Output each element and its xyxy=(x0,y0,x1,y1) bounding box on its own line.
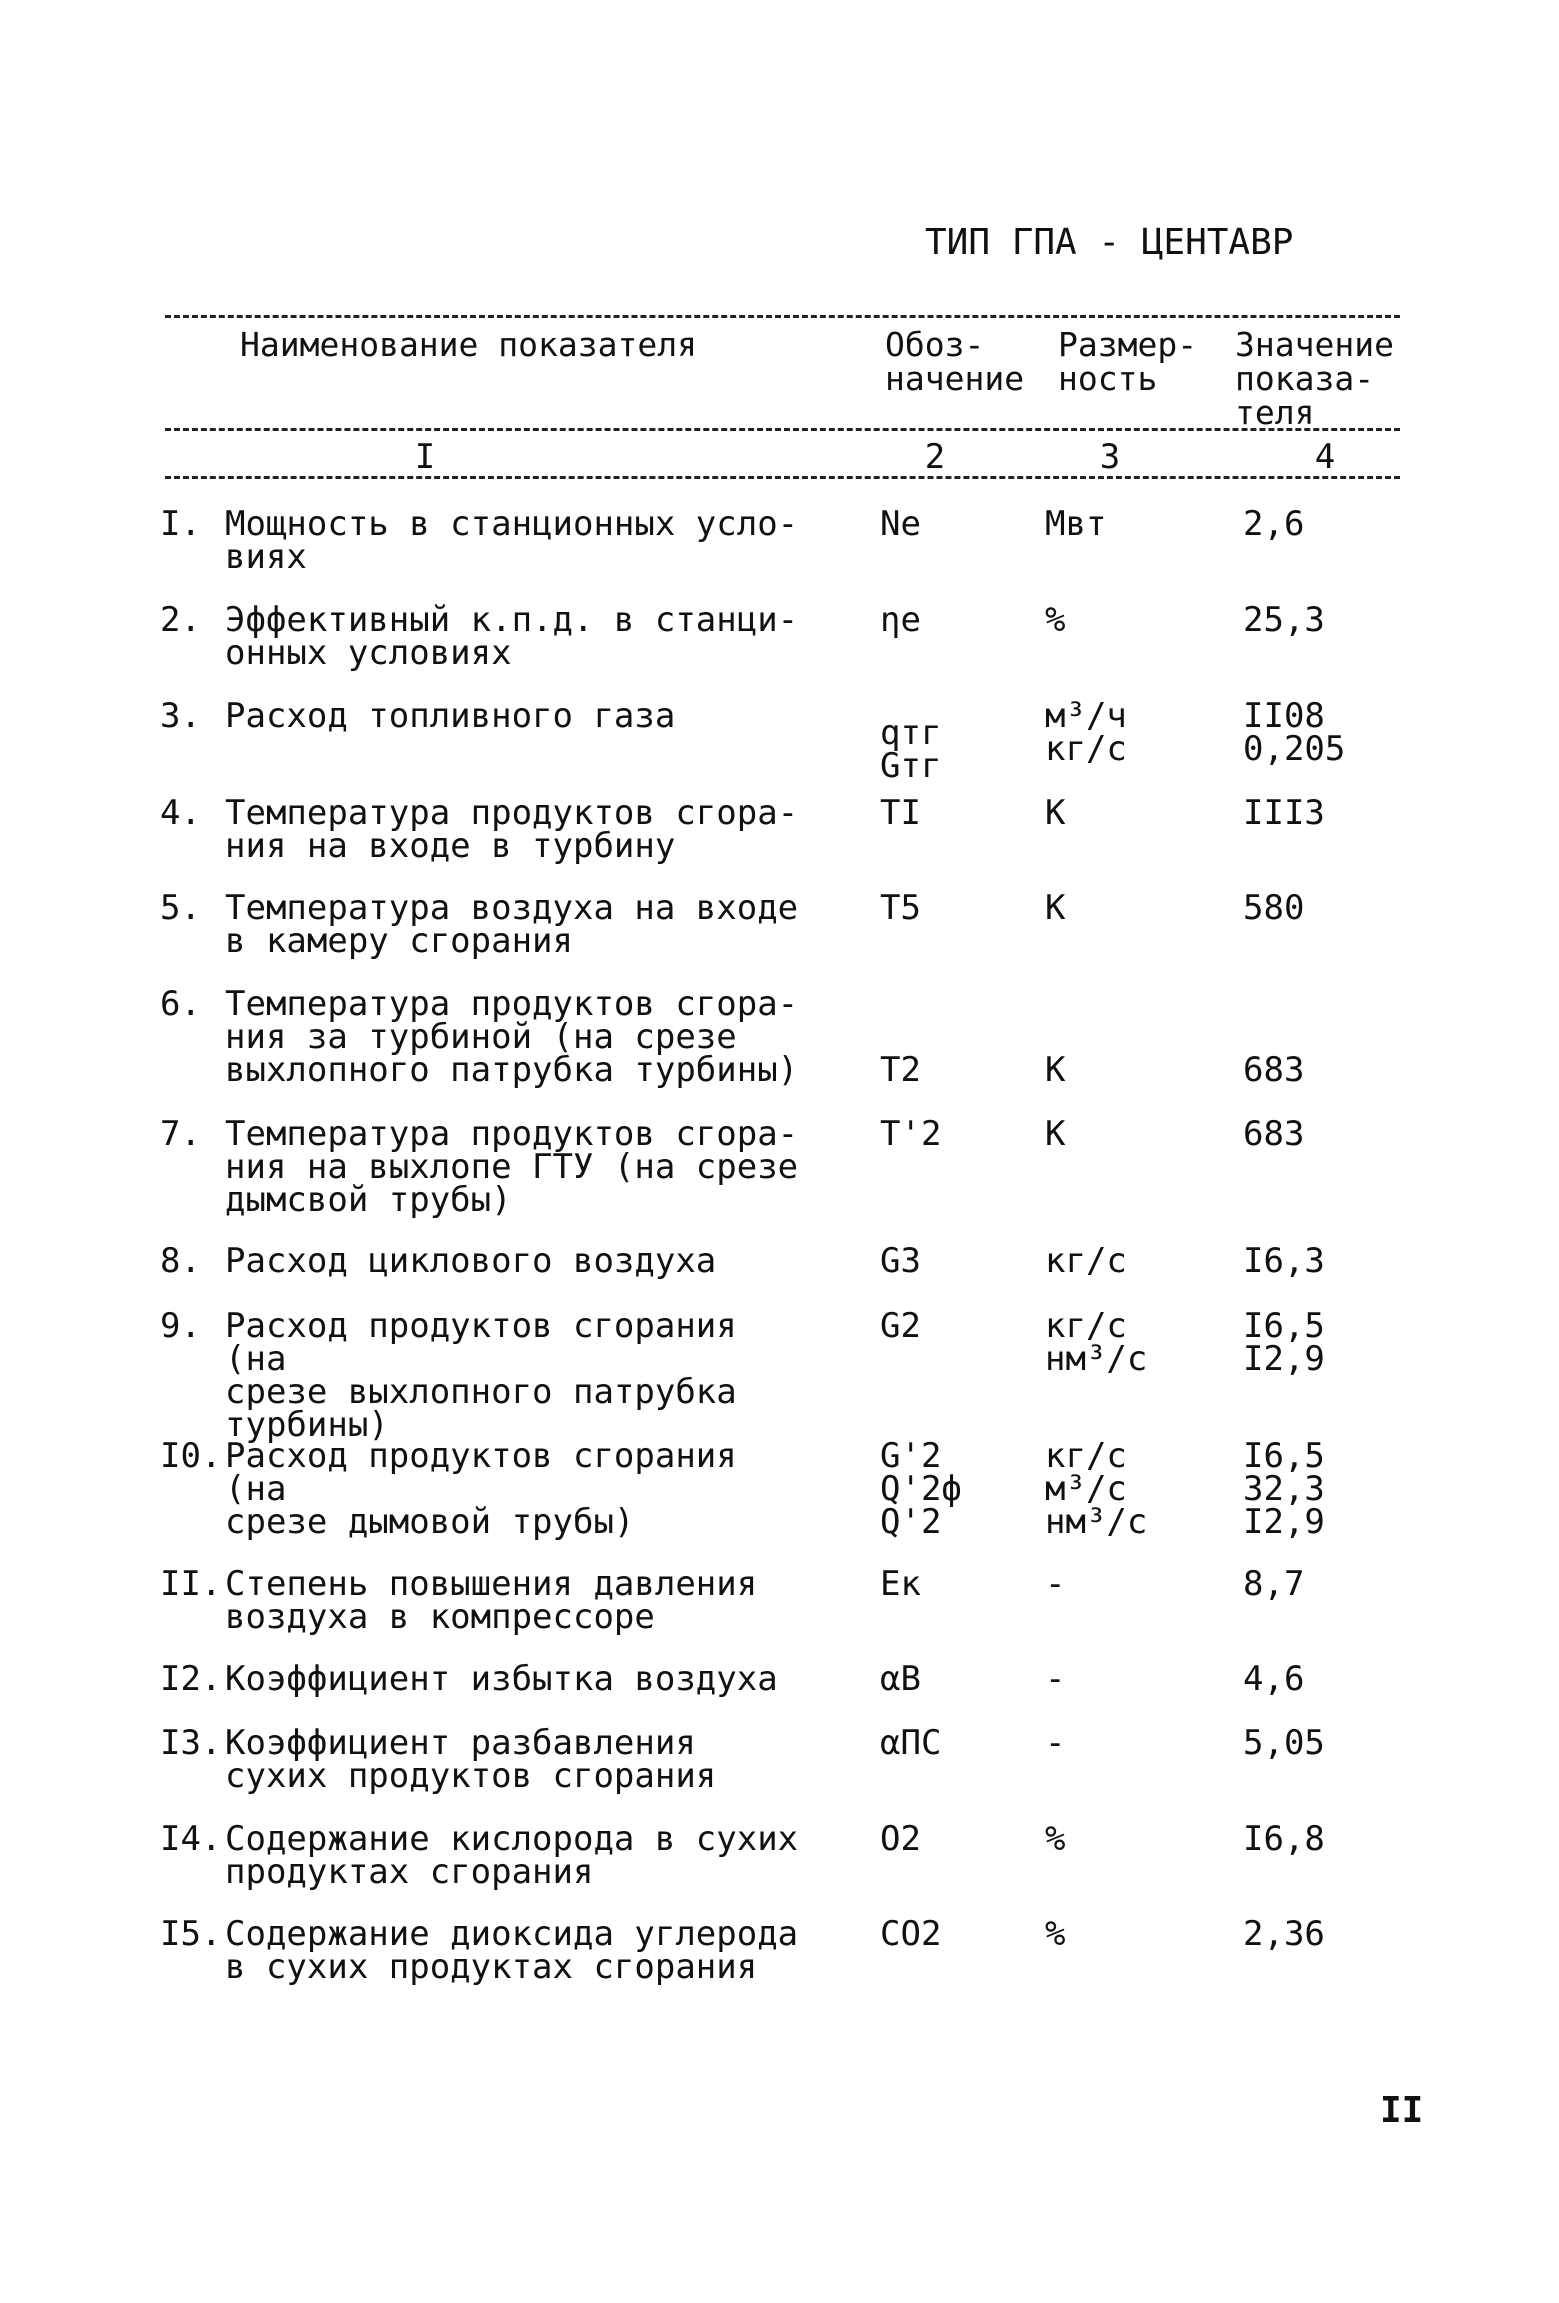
row-unit: - xyxy=(1045,1659,1066,1699)
header-value: Значение показа- теля xyxy=(1235,325,1394,432)
column-number-rule xyxy=(165,476,1400,479)
row-unit: - xyxy=(1045,1564,1066,1604)
row-number: I0. xyxy=(160,1436,222,1476)
row-symbol: T2 xyxy=(880,1050,921,1090)
row-symbol: T5 xyxy=(880,888,921,928)
row-symbol: O2 xyxy=(880,1819,921,1859)
row-value: 4,6 xyxy=(1243,1659,1305,1699)
row-unit: - xyxy=(1045,1723,1066,1763)
row-name: Расход циклового воздуха xyxy=(225,1241,717,1281)
row-name: Расход продуктов сгорания (на срезе дымовой трубы) xyxy=(225,1436,737,1542)
row-number: 7. xyxy=(160,1114,201,1154)
row-unit: К xyxy=(1045,793,1066,833)
row-name: Содержание диоксида углерода в сухих продуктах сгорания xyxy=(225,1914,799,1987)
row-unit: % xyxy=(1045,1819,1066,1859)
row-value: II08 0,205 xyxy=(1243,696,1346,769)
row-value: 8,7 xyxy=(1243,1564,1305,1604)
row-value: I6,5 I2,9 xyxy=(1243,1306,1325,1379)
row-number: 3. xyxy=(160,696,201,736)
row-unit: кг/с м³/с нм³/с xyxy=(1045,1436,1148,1542)
row-number: II. xyxy=(160,1564,222,1604)
row-value: 683 xyxy=(1243,1050,1305,1090)
row-unit: % xyxy=(1045,600,1066,640)
row-value: I6,8 xyxy=(1243,1819,1325,1859)
row-number: 4. xyxy=(160,793,201,833)
column-number: 3 xyxy=(1099,437,1121,477)
row-name: Температура воздуха на входе в камеру сгорания xyxy=(225,888,799,961)
row-number: I. xyxy=(160,504,201,544)
row-name: Содержание кислорода в сухих продуктах сгорания xyxy=(225,1819,799,1892)
row-number: I3. xyxy=(160,1723,222,1763)
row-symbol: TI xyxy=(880,793,921,833)
row-name: Температура продуктов сгора- ния на выхлопе ГТУ (на срезе дымсвой трубы) xyxy=(225,1114,799,1220)
column-number: 4 xyxy=(1314,437,1336,477)
row-value: I6,3 xyxy=(1243,1241,1325,1281)
header-symbol: Обоз- начение xyxy=(885,325,1025,398)
row-value: 2,36 xyxy=(1243,1914,1325,1954)
column-number: 2 xyxy=(924,437,946,477)
row-symbol: T'2 xyxy=(880,1114,942,1154)
row-symbol: Eк xyxy=(880,1564,921,1604)
row-number: I2. xyxy=(160,1659,222,1699)
row-number: 5. xyxy=(160,888,201,928)
row-symbol: Ne xyxy=(880,504,921,544)
row-unit: кг/с xyxy=(1045,1241,1127,1281)
row-symbol: αB xyxy=(880,1659,921,1699)
row-unit: К xyxy=(1045,888,1066,928)
page-number: II xyxy=(1380,2090,1424,2131)
row-value: 2,6 xyxy=(1243,504,1305,544)
row-unit: м³/ч кг/с xyxy=(1045,696,1127,769)
row-value: I6,5 32,3 I2,9 xyxy=(1243,1436,1325,1542)
row-name: Эффективный к.п.д. в станци- онных условиях xyxy=(225,600,799,673)
row-number: I5. xyxy=(160,1914,222,1954)
row-name: Коэффициент избытка воздуха xyxy=(225,1659,778,1699)
row-name: Мощность в станционных усло- виях xyxy=(225,504,799,577)
row-number: I4. xyxy=(160,1819,222,1859)
header-rule xyxy=(165,428,1400,431)
row-value: 25,3 xyxy=(1243,600,1325,640)
row-name: Степень повышения давления воздуха в компрессоре xyxy=(225,1564,758,1637)
row-unit: Мвт xyxy=(1045,504,1107,544)
row-unit: К xyxy=(1045,1114,1066,1154)
row-name: Коэффициент разбавления сухих продуктов сгорания xyxy=(225,1723,717,1796)
row-name: Расход топливного газа xyxy=(225,696,676,736)
row-symbol: G3 xyxy=(880,1241,921,1281)
row-unit: кг/с нм³/с xyxy=(1045,1306,1148,1379)
row-value: III3 xyxy=(1243,793,1325,833)
row-value: 5,05 xyxy=(1243,1723,1325,1763)
page-title: ТИП ГПА - ЦЕНТАВР xyxy=(925,222,1294,263)
table-top-rule xyxy=(165,315,1400,318)
row-symbol: αПС xyxy=(880,1723,942,1763)
column-number: I xyxy=(414,437,436,477)
header-unit: Размер- ность xyxy=(1058,325,1198,398)
row-name: Температура продуктов сгора- ния за турбиной (на срезе выхлопного патрубка турбины) xyxy=(225,984,799,1090)
row-number: 9. xyxy=(160,1306,201,1346)
row-number: 6. xyxy=(160,984,201,1024)
row-symbol: ηe xyxy=(880,600,921,640)
row-name: Расход продуктов сгорания (на срезе выхлопного патрубка турбины) xyxy=(225,1306,737,1445)
row-number: 8. xyxy=(160,1241,201,1281)
row-symbol: qтг Gтг xyxy=(880,713,942,786)
row-symbol: CO2 xyxy=(880,1914,942,1954)
header-name: Наименование показателя xyxy=(240,325,697,364)
row-unit: % xyxy=(1045,1914,1066,1954)
row-symbol: G'2 Q'2ф Q'2 xyxy=(880,1436,962,1542)
row-value: 580 xyxy=(1243,888,1305,928)
row-symbol: G2 xyxy=(880,1306,921,1346)
row-value: 683 xyxy=(1243,1114,1305,1154)
row-number: 2. xyxy=(160,600,201,640)
row-unit: К xyxy=(1045,1050,1066,1090)
row-name: Температура продуктов сгора- ния на входе в турбину xyxy=(225,793,799,866)
